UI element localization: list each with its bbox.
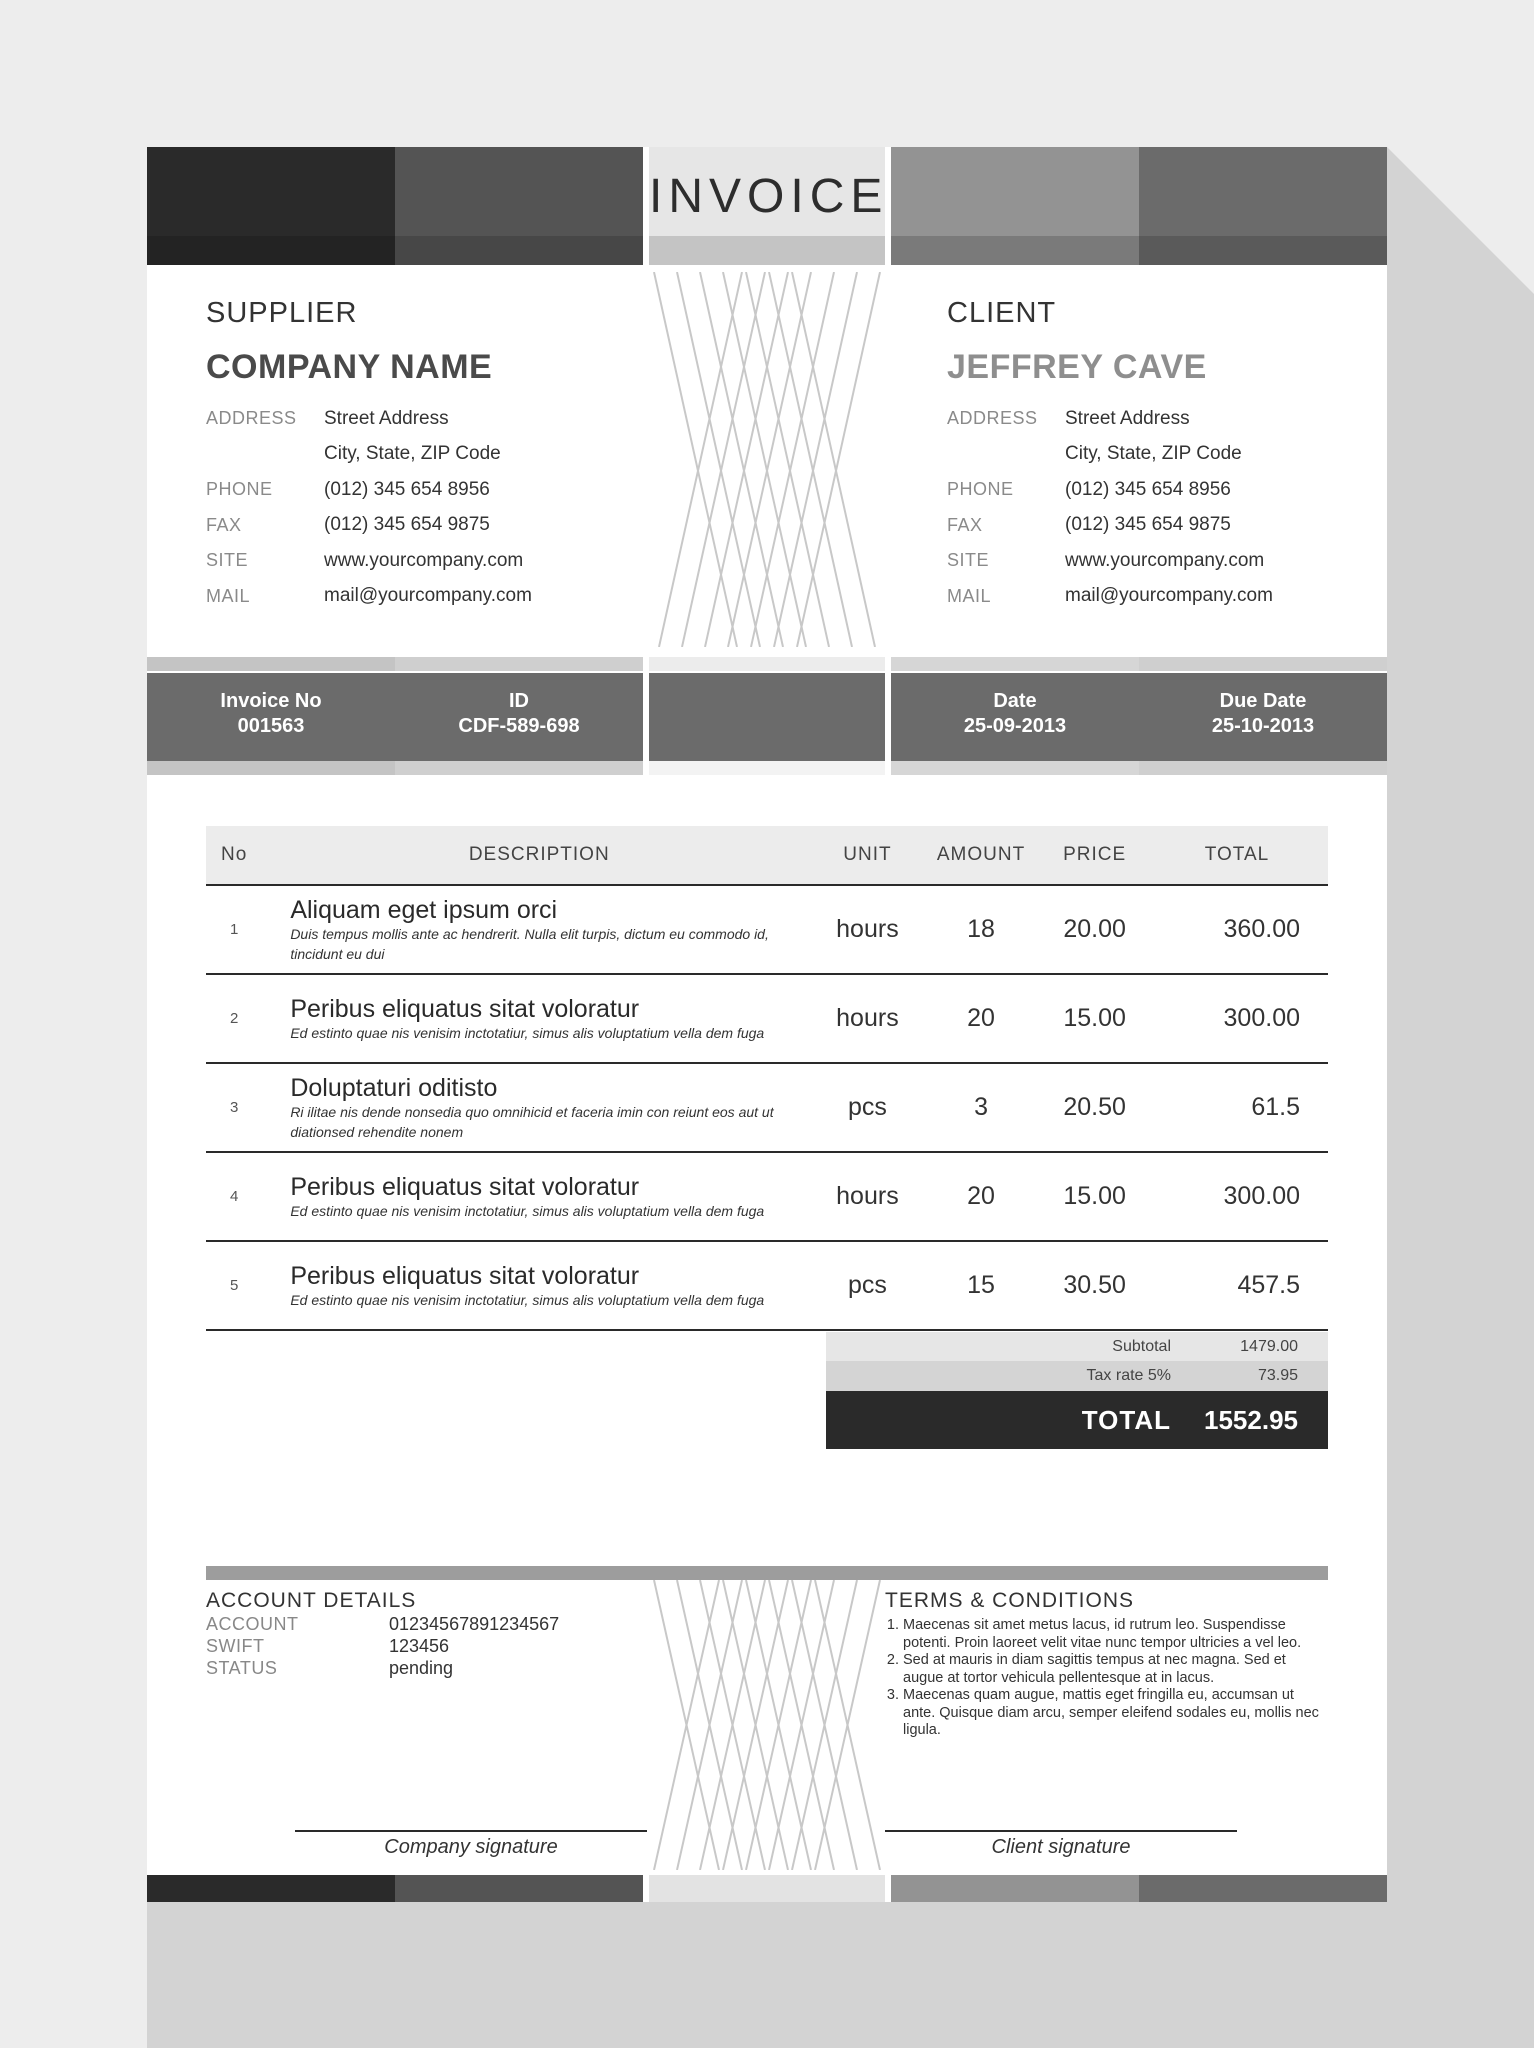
grand-total-row: [826, 1391, 1328, 1449]
row-total: 300.00: [1146, 974, 1328, 1063]
header-block-dark: [395, 147, 643, 265]
client-signature-label: Client signature: [991, 1836, 1131, 1858]
col-header-amount: AMOUNT: [919, 826, 1044, 885]
row-unit: hours: [816, 974, 918, 1063]
invoice-meta-bar: [147, 673, 1387, 761]
supplier-heading: SUPPLIER: [206, 297, 358, 329]
table-row: [206, 1152, 1328, 1241]
client-name: JEFFREY CAVE: [947, 348, 1207, 386]
date-label: Date: [993, 690, 1037, 712]
terms-list: [885, 1617, 1330, 1740]
row-amount: 20: [919, 974, 1044, 1063]
row-number: 3: [206, 1063, 262, 1152]
client-site-row: [947, 543, 1367, 579]
supplier-name: COMPANY NAME: [206, 348, 493, 386]
row-total: 360.00: [1146, 885, 1328, 974]
row-description: [262, 1152, 816, 1241]
due-date-value: 25-10-2013: [1211, 715, 1315, 737]
client-section: [947, 297, 1367, 614]
supplier-site-row: [206, 543, 626, 579]
row-amount: 3: [919, 1063, 1044, 1152]
invoice-page: [147, 147, 1387, 1902]
id-label: ID: [509, 690, 529, 712]
supplier-mail-row: [206, 579, 626, 615]
due-date-field: [1163, 689, 1363, 739]
bar-segment: [649, 657, 885, 671]
account-details: [206, 1589, 626, 1679]
supplier-address-row: [206, 401, 626, 437]
company-signature-line: [295, 1830, 647, 1832]
info-label: MAIL: [947, 585, 992, 606]
row-number: 4: [206, 1152, 262, 1241]
row-unit: pcs: [816, 1063, 918, 1152]
info-value: Street Address: [324, 407, 449, 429]
col-header-price: PRICE: [1043, 826, 1145, 885]
row-amount: 15: [919, 1241, 1044, 1330]
terms-item: 2. Sed at mauris in diam sagittis tempus at nec magna. Sed et augue at tortor vehicula pellentesque at in lacus.: [903, 1652, 1330, 1687]
row-total: 457.5: [1146, 1241, 1328, 1330]
supplier-section: [206, 297, 626, 614]
company-signature-label: Company signature: [384, 1836, 558, 1858]
row-amount: 20: [919, 1152, 1044, 1241]
row-total: 61.5: [1146, 1063, 1328, 1152]
client-heading: CLIENT: [947, 297, 1057, 329]
footer-block-light: [891, 1875, 1139, 1902]
info-label: SITE: [206, 550, 249, 571]
row-price: 20.50: [1043, 1063, 1145, 1152]
invoice-no-field: [171, 689, 371, 739]
info-value: mail@yourcompany.com: [324, 585, 532, 607]
item-title: Aliquam eget ipsum orci: [290, 895, 558, 924]
subtotal-label: Subtotal: [1112, 1337, 1171, 1355]
row-unit: pcs: [816, 1241, 918, 1330]
info-label: MAIL: [206, 585, 251, 606]
col-header-total: TOTAL: [1146, 826, 1328, 885]
swift-value: 123456: [389, 1636, 450, 1656]
info-label: ADDRESS: [947, 408, 1038, 429]
item-title: Peribus eliquatus sitat voloratur: [290, 1261, 640, 1290]
row-unit: hours: [816, 885, 918, 974]
item-detail: Duis tempus mollis ante ac hendrerit. Nulla elit turpis, dictum eu commodo id, tincidunt eu dui: [290, 925, 769, 962]
info-value: Street Address: [1065, 407, 1190, 429]
tax-row: [826, 1361, 1328, 1391]
col-header-no: No: [206, 826, 262, 885]
item-detail: Ed estinto quae nis venisim inctotatiur, simus alis voluptatium vella dem fuga: [290, 1291, 765, 1308]
tax-value: 73.95: [1257, 1367, 1298, 1384]
bar-segment: [147, 761, 395, 775]
info-value: (012) 345 654 8956: [324, 478, 490, 500]
info-label: SITE: [947, 550, 990, 571]
date-value: 25-09-2013: [963, 715, 1067, 737]
item-title: Peribus eliquatus sitat voloratur: [290, 1172, 640, 1201]
info-label: FAX: [947, 514, 983, 535]
footer-block-dark: [395, 1875, 643, 1902]
client-city-row: [947, 437, 1367, 473]
swift-label: SWIFT: [206, 1636, 265, 1656]
due-date-label: Due Date: [1219, 690, 1307, 712]
account-label: ACCOUNT: [206, 1614, 299, 1634]
row-price: 30.50: [1043, 1241, 1145, 1330]
row-number: 5: [206, 1241, 262, 1330]
info-value: www.yourcompany.com: [324, 549, 524, 571]
info-value: (012) 345 654 9875: [1065, 514, 1231, 536]
supplier-fax-row: [206, 508, 626, 544]
terms-item: 1. Maecenas sit amet metus lacus, id rutrum leo. Suspendisse potenti. Proin laoreet velit vitae nunc tempor ultricies a vel leo.: [903, 1617, 1330, 1652]
row-description: [262, 885, 816, 974]
terms-and-conditions: [885, 1589, 1330, 1740]
client-signature-line: [885, 1830, 1237, 1832]
row-total: 300.00: [1146, 1152, 1328, 1241]
footer-block-mid: [1139, 1875, 1387, 1902]
table-row: [206, 1241, 1328, 1330]
item-title: Peribus eliquatus sitat voloratur: [290, 994, 640, 1023]
table-row: [206, 974, 1328, 1063]
decorative-lines-top: [649, 272, 885, 647]
column-gap: [885, 657, 891, 775]
info-value: City, State, ZIP Code: [324, 443, 501, 465]
footer-block-black: [147, 1875, 395, 1902]
row-description: [262, 1241, 816, 1330]
footer-divider: [206, 1566, 1328, 1580]
header-block-mid: [1139, 147, 1387, 265]
info-label: PHONE: [947, 479, 1014, 500]
client-phone-row: [947, 472, 1367, 508]
account-value: 01234567891234567: [389, 1614, 560, 1634]
row-description: [262, 1063, 816, 1152]
bar-segment: [395, 657, 643, 671]
invoice-no-value: 001563: [237, 715, 305, 737]
col-header-description: DESCRIPTION: [262, 826, 816, 885]
line-items-table: [206, 826, 1328, 1331]
bar-segment: [147, 657, 395, 671]
info-label: FAX: [206, 514, 242, 535]
info-label: PHONE: [206, 479, 273, 500]
swift-row: [206, 1635, 626, 1657]
table-row: [206, 885, 1328, 974]
row-description: [262, 974, 816, 1063]
info-label: ADDRESS: [206, 408, 297, 429]
item-detail: Ri ilitae nis dende nonsedia quo omnihicid et faceria imin con reiunt eos aut ut diationsed rehendite nonem: [290, 1103, 774, 1140]
col-header-unit: UNIT: [816, 826, 918, 885]
bar-segment: [1139, 761, 1387, 775]
bar-segment: [891, 657, 1139, 671]
subtotal-value: 1479.00: [1240, 1337, 1298, 1355]
row-amount: 18: [919, 885, 1044, 974]
invoice-no-label: Invoice No: [220, 690, 322, 712]
supplier-city-row: [206, 437, 626, 473]
row-price: 20.00: [1043, 885, 1145, 974]
info-value: (012) 345 654 9875: [324, 514, 490, 536]
tax-label: Tax rate 5%: [1086, 1367, 1171, 1384]
header-block-black: [147, 147, 395, 265]
column-gap: [643, 657, 649, 775]
status-value: pending: [389, 1658, 454, 1678]
terms-item: 3. Maecenas quam augue, mattis eget fringilla eu, accumsan ut ante. Quisque diam arcu, semper eleifend sodales eu, mollis nec ligula.: [903, 1687, 1330, 1740]
bar-segment: [891, 761, 1139, 775]
header-block-light: [891, 147, 1139, 265]
footer-block-pale: [649, 1875, 885, 1902]
supplier-phone-row: [206, 472, 626, 508]
info-value: City, State, ZIP Code: [1065, 443, 1242, 465]
client-mail-row: [947, 579, 1367, 615]
status-label: STATUS: [206, 1658, 278, 1678]
grand-total-label: TOTAL: [1081, 1404, 1171, 1435]
row-price: 15.00: [1043, 1152, 1145, 1241]
info-value: www.yourcompany.com: [1065, 549, 1265, 571]
subtotal-row: [826, 1332, 1328, 1361]
client-fax-row: [947, 508, 1367, 544]
item-detail: Ed estinto quae nis venisim inctotatiur, simus alis voluptatium vella dem fuga: [290, 1024, 765, 1041]
id-field: [419, 689, 619, 739]
id-value: CDF-589-698: [458, 715, 580, 737]
table-header-row: [206, 826, 1328, 885]
info-value: mail@yourcompany.com: [1065, 585, 1273, 607]
row-price: 15.00: [1043, 974, 1145, 1063]
status-row: [206, 1657, 626, 1679]
item-title: Doluptaturi oditisto: [290, 1073, 498, 1102]
grand-total-value: 1552.95: [1204, 1404, 1298, 1435]
decorative-lines-bottom: [649, 1580, 885, 1870]
table-row: [206, 1063, 1328, 1152]
terms-heading: TERMS & CONDITIONS: [885, 1589, 1135, 1612]
bar-segment: [1139, 657, 1387, 671]
bar-segment: [395, 761, 643, 775]
row-unit: hours: [816, 1152, 918, 1241]
account-heading: ACCOUNT DETAILS: [206, 1589, 417, 1612]
header-title-block: [649, 147, 889, 265]
client-address-row: [947, 401, 1367, 437]
item-detail: Ed estinto quae nis venisim inctotatiur, simus alis voluptatium vella dem fuga: [290, 1202, 765, 1219]
account-row: [206, 1613, 626, 1635]
invoice-title: INVOICE: [649, 170, 889, 223]
row-number: 1: [206, 885, 262, 974]
info-value: (012) 345 654 8956: [1065, 478, 1231, 500]
bar-segment: [649, 761, 885, 775]
row-number: 2: [206, 974, 262, 1063]
date-field: [915, 689, 1115, 739]
